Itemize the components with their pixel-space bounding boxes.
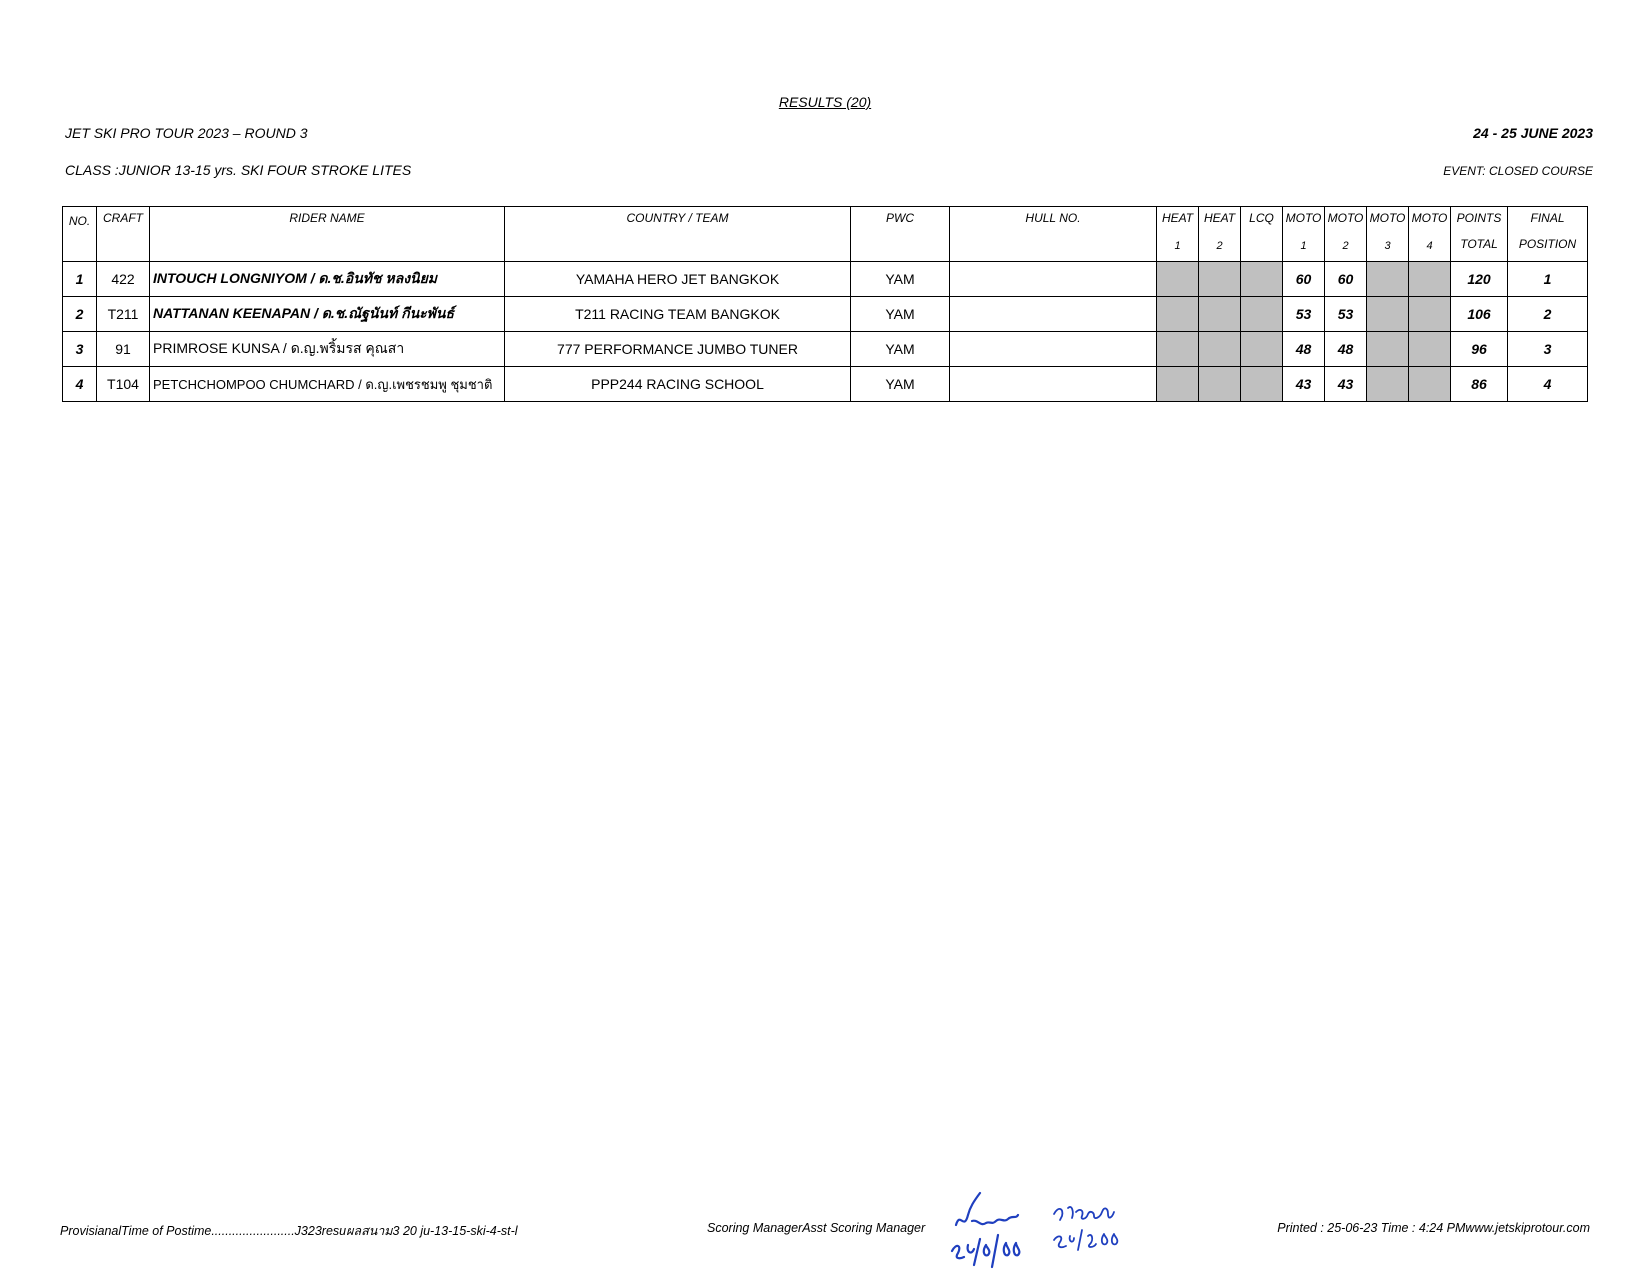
cell-pwc: YAM: [851, 367, 950, 402]
header-points-total: POINTS TOTAL: [1451, 207, 1508, 262]
cell-points-total: 86: [1451, 367, 1508, 402]
cell-lcq: [1241, 262, 1283, 297]
cell-moto-1: 53: [1283, 297, 1325, 332]
table-row: [63, 367, 1588, 402]
cell-heat-1: [1157, 332, 1199, 367]
cell-craft: 422: [97, 262, 150, 297]
footer-printed-info: Printed : 25-06-23 Time : 4:24 PMwww.jetskiprotour.com: [1277, 1221, 1590, 1235]
cell-heat-2: [1199, 332, 1241, 367]
cell-craft: 91: [97, 332, 150, 367]
header-lcq: LCQ: [1241, 207, 1283, 262]
cell-lcq: [1241, 297, 1283, 332]
footer-scoring-managers: Scoring ManagerAsst Scoring Manager: [707, 1221, 926, 1235]
cell-no: 3: [63, 332, 97, 367]
cell-heat-1: [1157, 367, 1199, 402]
cell-moto-2: 53: [1325, 297, 1367, 332]
header-final-position: FINAL POSITION: [1508, 207, 1588, 262]
cell-moto-4: [1409, 297, 1451, 332]
table-row: [63, 262, 1588, 297]
cell-rider-name: PRIMROSE KUNSA / ด.ญ.พริ้มรส คุณสา: [150, 332, 505, 367]
cell-moto-3: [1367, 262, 1409, 297]
cell-moto-2: 43: [1325, 367, 1367, 402]
cell-country-team: YAMAHA HERO JET BANGKOK: [505, 262, 851, 297]
header-moto-2: MOTO 2: [1325, 207, 1367, 262]
header-no: NO.: [63, 207, 97, 262]
cell-final-position: 4: [1508, 367, 1588, 402]
cell-moto-2: 60: [1325, 262, 1367, 297]
cell-craft: T104: [97, 367, 150, 402]
table-row: [63, 297, 1588, 332]
cell-moto-3: [1367, 297, 1409, 332]
cell-no: 4: [63, 367, 97, 402]
cell-rider-name: NATTANAN KEENAPAN / ด.ช.ณัฐนันท์ กีนะพันธ์: [150, 297, 505, 332]
results-table: [62, 206, 1588, 402]
header-heat-1: HEAT 1: [1157, 207, 1199, 262]
cell-moto-4: [1409, 367, 1451, 402]
cell-final-position: 2: [1508, 297, 1588, 332]
cell-pwc: YAM: [851, 332, 950, 367]
cell-rider-name: INTOUCH LONGNIYOM / ด.ช.อินทัช หลงนิยม: [150, 262, 505, 297]
cell-no: 1: [63, 262, 97, 297]
class-label: CLASS :JUNIOR 13-15 yrs. SKI FOUR STROKE LITES: [65, 162, 412, 178]
cell-points-total: 96: [1451, 332, 1508, 367]
cell-country-team: T211 RACING TEAM BANGKOK: [505, 297, 851, 332]
header-pwc: PWC: [851, 207, 950, 262]
cell-moto-3: [1367, 367, 1409, 402]
cell-moto-3: [1367, 332, 1409, 367]
signature-asst-scoring-manager: [1050, 1198, 1130, 1258]
cell-moto-1: 43: [1283, 367, 1325, 402]
cell-points-total: 106: [1451, 297, 1508, 332]
cell-heat-2: [1199, 367, 1241, 402]
cell-heat-1: [1157, 262, 1199, 297]
header-country-team: COUNTRY / TEAM: [505, 207, 851, 262]
cell-lcq: [1241, 367, 1283, 402]
cell-pwc: YAM: [851, 297, 950, 332]
cell-final-position: 3: [1508, 332, 1588, 367]
cell-moto-4: [1409, 332, 1451, 367]
header-rider-name: RIDER NAME: [150, 207, 505, 262]
cell-hull-no: [950, 367, 1157, 402]
cell-no: 2: [63, 297, 97, 332]
cell-final-position: 1: [1508, 262, 1588, 297]
header-hull-no: HULL NO.: [950, 207, 1157, 262]
cell-points-total: 120: [1451, 262, 1508, 297]
cell-lcq: [1241, 332, 1283, 367]
event-type: EVENT: CLOSED COURSE: [1443, 164, 1593, 178]
cell-craft: T211: [97, 297, 150, 332]
cell-country-team: PPP244 RACING SCHOOL: [505, 367, 851, 402]
cell-country-team: 777 PERFORMANCE JUMBO TUNER: [505, 332, 851, 367]
cell-moto-1: 60: [1283, 262, 1325, 297]
table-row: [63, 332, 1588, 367]
cell-heat-2: [1199, 297, 1241, 332]
header-heat-2: HEAT 2: [1199, 207, 1241, 262]
cell-moto-1: 48: [1283, 332, 1325, 367]
cell-heat-1: [1157, 297, 1199, 332]
cell-moto-2: 48: [1325, 332, 1367, 367]
cell-hull-no: [950, 297, 1157, 332]
header-moto-3: MOTO 3: [1367, 207, 1409, 262]
results-table-header: [63, 207, 1588, 262]
document-title: RESULTS (20): [778, 94, 872, 110]
cell-hull-no: [950, 332, 1157, 367]
header-moto-1: MOTO 1: [1283, 207, 1325, 262]
cell-moto-4: [1409, 262, 1451, 297]
cell-rider-name: PETCHCHOMPOO CHUMCHARD / ด.ญ.เพชรชมพู ชุมชาติ: [150, 367, 505, 402]
event-date: 24 - 25 JUNE 2023: [1473, 125, 1593, 141]
cell-pwc: YAM: [851, 262, 950, 297]
event-name: JET SKI PRO TOUR 2023 – ROUND 3: [65, 125, 308, 141]
cell-hull-no: [950, 262, 1157, 297]
header-moto-4: MOTO 4: [1409, 207, 1451, 262]
footer-provisional-note: ProvisianalTime of Postime........................J323resuผลสนาม3 20 ju-13-15-ski-4-st-l: [60, 1224, 518, 1238]
header-craft: CRAFT: [97, 207, 150, 262]
cell-heat-2: [1199, 262, 1241, 297]
signature-scoring-manager: [950, 1185, 1030, 1270]
